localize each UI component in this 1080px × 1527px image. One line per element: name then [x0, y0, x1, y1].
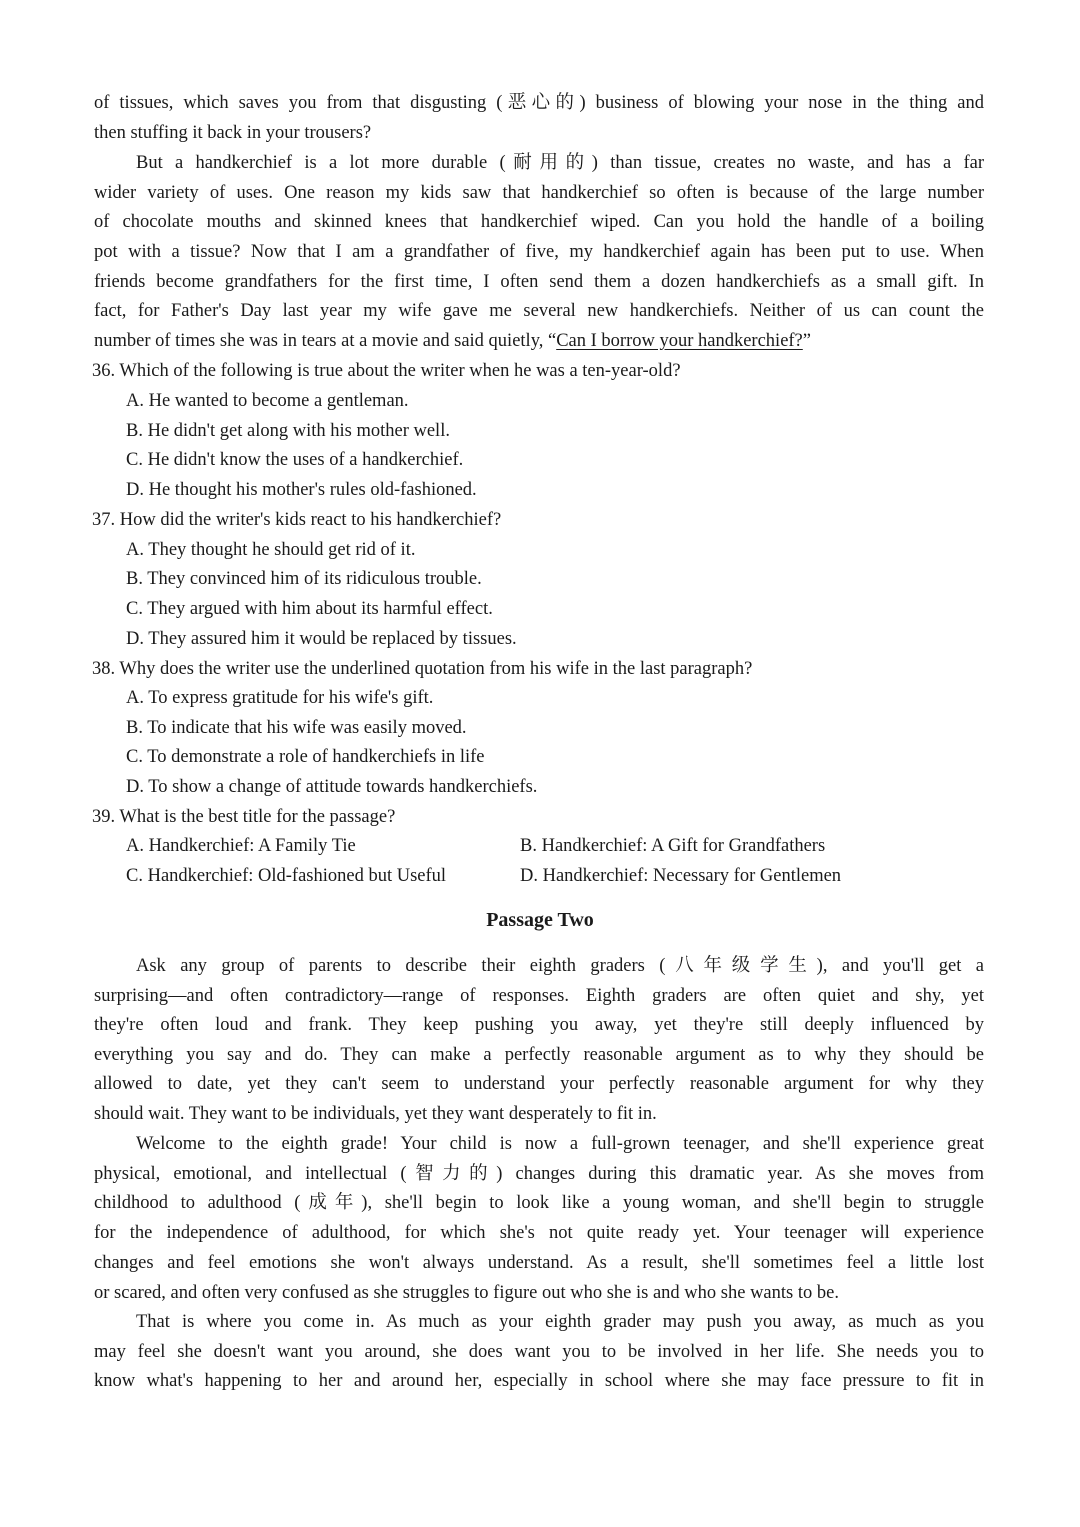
text-line: That is where you come in. As much as your eighth grader may push you away, as much as you — [136, 1312, 984, 1332]
text-line: should wait. They want to be individuals, yet they want desperately to fit in. — [94, 1104, 657, 1124]
option-a: A. To express gratitude for his wife's gift. — [126, 688, 434, 708]
option-b: B. To indicate that his wife was easily moved. — [126, 718, 467, 738]
question-stem: 36. Which of the following is true about the writer when he was a ten-year-old? — [92, 361, 681, 381]
text-line: then stuffing it back in your trousers? — [94, 123, 372, 143]
question-stem: 37. How did the writer's kids react to his handkerchief? — [92, 510, 502, 530]
option-d: D. To show a change of attitude towards handkerchiefs. — [126, 777, 538, 797]
text-line: may feel she doesn't want you around, she does want you to be involved in her life. She needs you to — [94, 1342, 984, 1362]
question-stem: 39. What is the best title for the passage? — [92, 807, 396, 827]
text-line: friends become grandfathers for the first time, I often send them a dozen handkerchiefs as a small gift. In — [94, 272, 984, 292]
passage-two-title: Passage Two — [486, 909, 594, 931]
text-line: know what's happening to her and around her, especially in school where she may face pressure to fit in — [94, 1371, 984, 1391]
option-b: B. Handkerchief: A Gift for Grandfathers — [520, 836, 826, 856]
text-line: of tissues, which saves you from that disgusting (恶心的) business of blowing your nose in the thing and — [94, 93, 984, 113]
option-d: D. He thought his mother's rules old-fashioned. — [126, 480, 477, 500]
text-run: number of times she was in tears at a movie and said quietly, “ — [94, 331, 557, 351]
underlined-quotation: Can I borrow your handkerchief? — [556, 331, 803, 351]
text-line: of chocolate mouths and skinned knees that handkerchief wiped. Can you hold the handle of a boiling — [94, 212, 984, 232]
text-line: But a handkerchief is a lot more durable (耐用的) than tissue, creates no waste, and has a far — [136, 153, 984, 173]
text-line: fact, for Father's Day last year my wife gave me several new handkerchiefs. Neither of us can count the — [94, 301, 984, 321]
option-a: A. Handkerchief: A Family Tie — [126, 836, 356, 856]
text-line: Welcome to the eighth grade! Your child is now a full-grown teenager, and she'll experience great — [136, 1134, 984, 1154]
text-line: pot with a tissue? Now that I am a grandfather of five, my handkerchief again has been put to use. When — [94, 242, 984, 262]
text-line: surprising—and often contradictory—range of responses. Eighth graders are often quiet and shy, yet — [94, 986, 984, 1006]
text-line: Ask any group of parents to describe their eighth graders (八年级学生), and you'll get a — [136, 956, 984, 976]
option-b: B. They convinced him of its ridiculous trouble. — [126, 569, 482, 589]
option-d: D. They assured him it would be replaced by tissues. — [126, 629, 517, 649]
text-line: allowed to date, yet they can't seem to understand your perfectly reasonable argument for why they — [94, 1074, 984, 1094]
option-c: C. He didn't know the uses of a handkerchief. — [126, 450, 464, 470]
option-a: A. He wanted to become a gentleman. — [126, 391, 409, 411]
option-c: C. They argued with him about its harmful effect. — [126, 599, 493, 619]
text-line: childhood to adulthood (成年), she'll begin to look like a young woman, and she'll begin to struggle — [94, 1193, 984, 1213]
option-b: B. He didn't get along with his mother well. — [126, 421, 450, 441]
text-line: physical, emotional, and intellectual (智力的) changes during this dramatic year. As she moves from — [94, 1164, 984, 1184]
text-line: changes and feel emotions she won't always understand. As a result, she'll sometimes feel a little lost — [94, 1253, 984, 1273]
text-line: everything you say and do. They can make a perfectly reasonable argument as to why they should be — [94, 1045, 984, 1065]
option-c: C. To demonstrate a role of handkerchiefs in life — [126, 747, 485, 767]
text-line: for the independence of adulthood, for which she's not quite ready yet. Your teenager will experience — [94, 1223, 984, 1243]
option-a: A. They thought he should get rid of it. — [126, 540, 416, 560]
text-line: wider variety of uses. One reason my kids saw that handkerchief so often is because of the large number — [94, 183, 984, 203]
text-line — [94, 329, 984, 353]
option-c: C. Handkerchief: Old-fashioned but Useful — [126, 866, 447, 886]
text-line: or scared, and often very confused as she struggles to figure out who she is and who she wants to be. — [94, 1283, 839, 1303]
text-line: they're often loud and frank. They keep pushing you away, yet they're still deeply influenced by — [94, 1015, 984, 1035]
option-d: D. Handkerchief: Necessary for Gentlemen — [520, 866, 842, 886]
question-stem: 38. Why does the writer use the underlined quotation from his wife in the last paragraph? — [92, 659, 753, 679]
text-run: ” — [802, 331, 811, 351]
